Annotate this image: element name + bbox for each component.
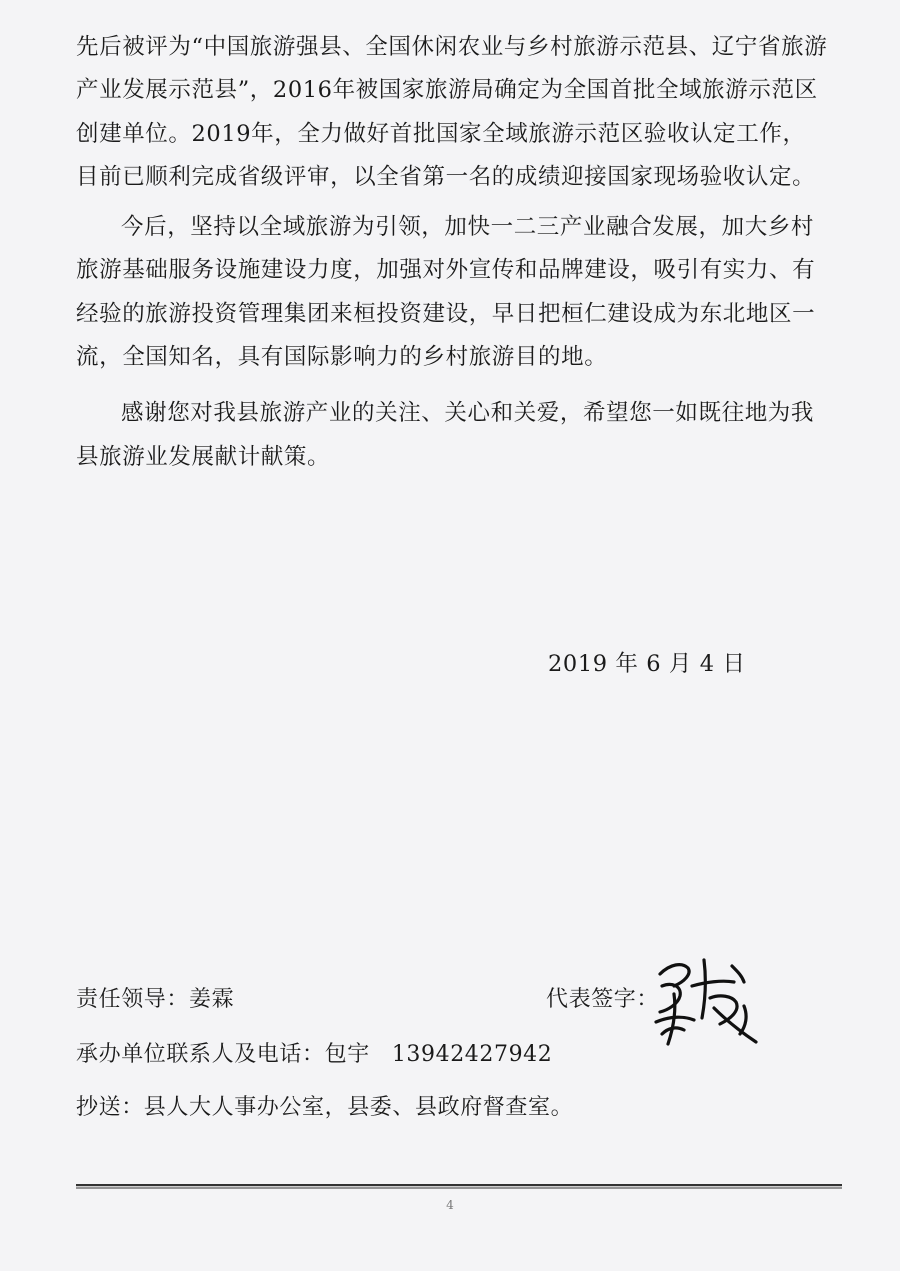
document-date: 2019 年 6 月 4 日 (548, 651, 746, 677)
paragraph-thanks: 感谢您对我县旅游产业的关注、关心和关爱，希望您一如既往地为我县旅游业发展献计献策。 (76, 400, 815, 470)
paragraph-future-plans: 今后，坚持以全域旅游为引领，加快一二三产业融合发展，加大乡村旅游基础服务设施建设力度，加强对外宣传和品牌建设，吸引有实力、有经验的旅游投资管理集团来桓投资建设，早日把桓仁建设成为东北地区一流，全国知名，具有国际影响力的乡村旅游目的地。 (76, 214, 816, 371)
contact-phone: 13942427942 (391, 1042, 553, 1067)
paragraph-continuation: 先后被评为“中国旅游强县、全国休闲农业与乡村旅游示范县、辽宁省旅游产业发展示范县”，2016年被国家旅游局确定为全国首批全域旅游示范区创建单位。2019年，全力做好首批国家全域旅游示范区验收认定工作，目前已顺利完成省级评审，以全省第一名的成绩迎接国家现场验收认定。 (76, 34, 828, 190)
signature-label: 代表签字： (546, 987, 660, 1012)
page-number: 4 (446, 1198, 454, 1212)
footer-divider (76, 1184, 842, 1190)
carbon-copy: 抄送：县人大人事办公室，县委、县政府督查室。 (76, 1095, 574, 1120)
contact-person: 承办单位联系人及电话：包宇 (76, 1042, 370, 1067)
document-body (76, 26, 828, 479)
handwritten-signature (648, 946, 768, 1058)
contact-line (76, 1040, 552, 1070)
responsible-leader: 责任领导：姜霖 (76, 987, 235, 1012)
